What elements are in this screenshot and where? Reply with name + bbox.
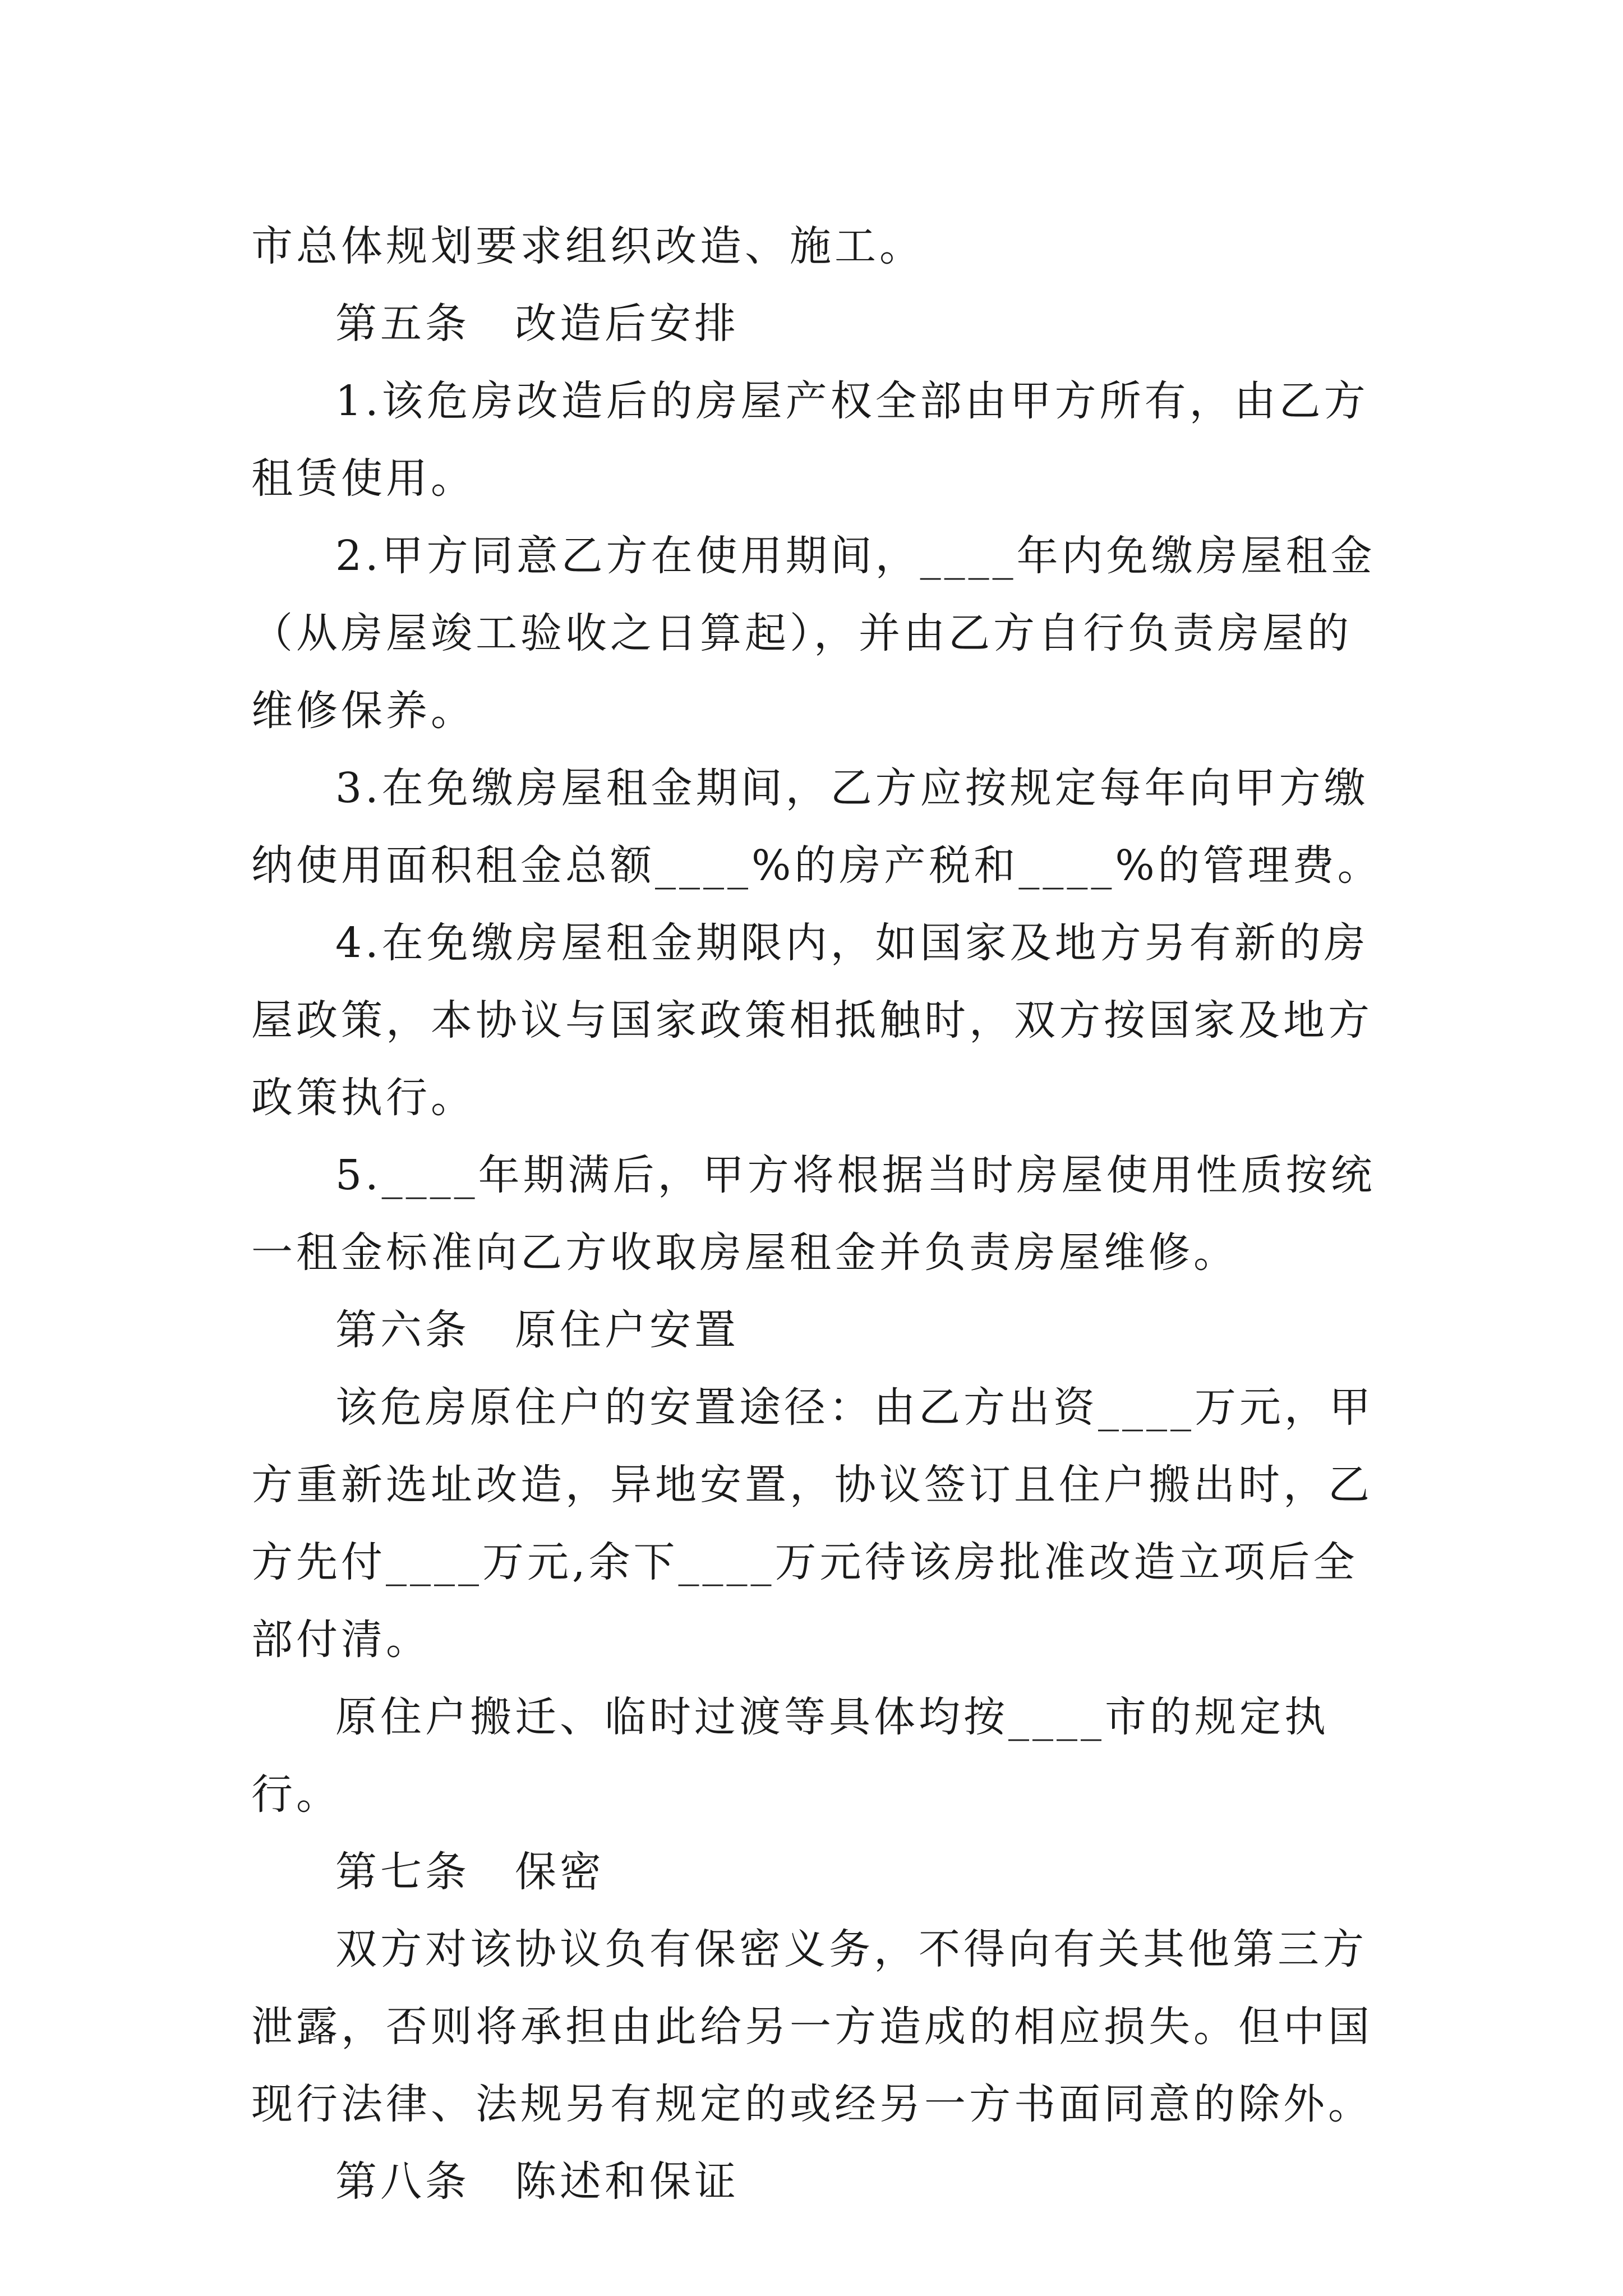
article-5-clause-1: 1.该危房改造后的房屋产权全部由甲方所有，由乙方租赁使用。 (251, 377, 1369, 503)
paragraph-plan-continuation: 市总体规划要求组织改造、施工。 (251, 222, 924, 270)
article-5-clause-2: 2.甲方同意乙方在使用期间，____年内免缴房屋租金（从房屋竣工验收之日算起），并由乙方自行负责房屋的维修保养。 (251, 532, 1376, 735)
article-6-heading: 第六条 原住户安置 (335, 1306, 739, 1354)
article-7-heading: 第七条 保密 (335, 1848, 605, 1896)
article-7-confidentiality-paragraph: 双方对该协议负有保密义务，不得向有关其他第三方泄露，否则将承担由此给另一方造成的相应损失。但中国现行法律、法规另有规定的或经另一方书面同意的除外。 (251, 1925, 1373, 2128)
article-5-clause-4: 4.在免缴房屋租金期限内，如国家及地方另有新的房屋政策，本协议与国家政策相抵触时，双方按国家及地方政策执行。 (251, 919, 1373, 1122)
article-8-heading: 第八条 陈述和保证 (335, 2157, 739, 2206)
document-body (251, 208, 1390, 2220)
article-5-clause-3: 3.在免缴房屋租金期间，乙方应按规定每年向甲方缴纳使用面积租金总额____%的房产税和____%的管理费。 (251, 764, 1382, 890)
article-6-relocation-paragraph: 原住户搬迁、临时过渡等具体均按____市的规定执行。 (251, 1693, 1329, 1819)
article-6-resettlement-paragraph: 该危房原住户的安置途径：由乙方出资____万元，甲方重新选址改造，异地安置，协议签订且住户搬出时，乙方先付____万元,余下____万元待该房批准改造立项后全部付清。 (251, 1383, 1374, 1664)
article-5-clause-5: 5.____年期满后，甲方将根据当时房屋使用性质按统一租金标准向乙方收取房屋租金并负责房屋维修。 (251, 1151, 1376, 1277)
article-5-heading: 第五条 改造后安排 (335, 300, 739, 348)
